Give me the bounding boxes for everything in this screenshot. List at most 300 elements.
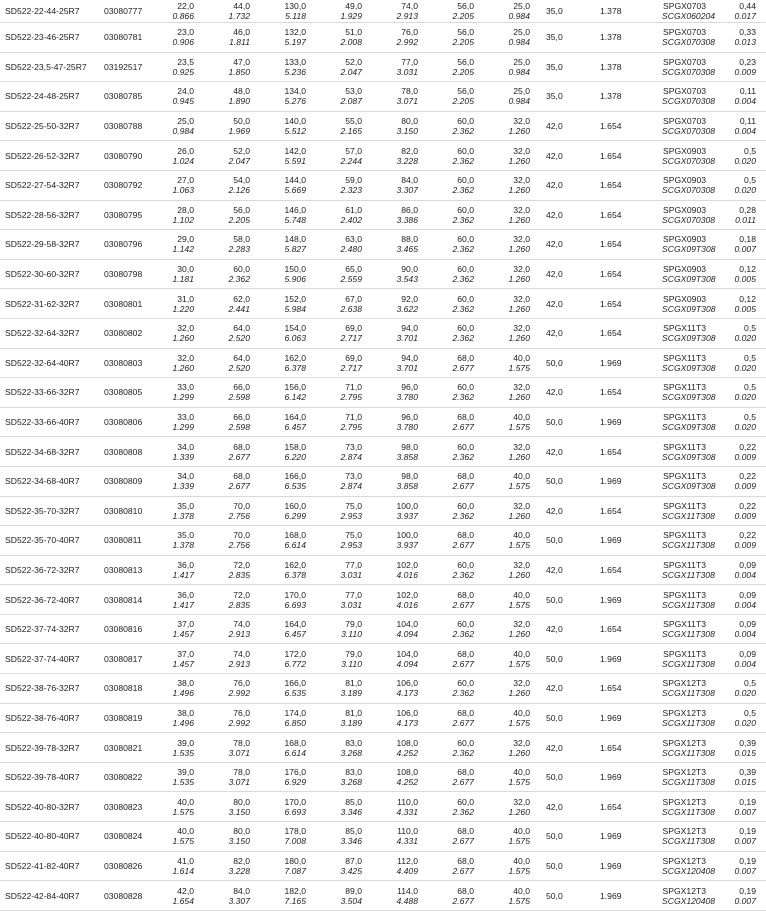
- inch-value: 2.913: [396, 11, 418, 21]
- metric-value: 168,0: [284, 737, 306, 748]
- insert-a-cell: 42,0: [540, 141, 594, 171]
- inch-value: 2.126: [228, 185, 250, 196]
- dimension-cell: [372, 555, 428, 585]
- metric-value: 180,0: [284, 855, 306, 866]
- metric-value: 0,19: [739, 826, 756, 837]
- metric-value: 133,0: [284, 56, 306, 67]
- dimension-cell: [156, 881, 204, 911]
- dimension-cell: [204, 437, 260, 467]
- metric-value: 172,0: [284, 648, 306, 659]
- dimension-cell: [204, 674, 260, 704]
- inch-value: SCGX060204: [662, 11, 716, 21]
- inch-value: 1.260: [508, 244, 530, 255]
- offset-cell: [716, 585, 766, 615]
- inch-value: SCGX11T308: [662, 540, 715, 551]
- table-row: [0, 378, 766, 408]
- order-number-cell: 03192517: [100, 52, 156, 82]
- inch-value: 6.693: [284, 599, 306, 610]
- insert-b-cell: 1.654: [594, 792, 662, 822]
- table-row: [0, 466, 766, 496]
- metric-value: 70,0: [233, 530, 250, 541]
- product-code-cell: SD522-34-68-40R7: [0, 466, 100, 496]
- metric-value: 75,0: [345, 530, 362, 541]
- inch-value: 2.756: [228, 540, 250, 551]
- metric-value: 32,0: [177, 352, 194, 363]
- metric-value: SPGX12T3: [662, 707, 706, 718]
- inch-value: 2.717: [340, 333, 362, 344]
- dimension-cell: [156, 318, 204, 348]
- table-row: [0, 555, 766, 585]
- product-code-cell: SD522-41-82-40R7: [0, 851, 100, 881]
- dimension-cell: [156, 526, 204, 556]
- inch-value: 2.283: [228, 244, 250, 255]
- product-code-cell: SD522-39-78-40R7: [0, 762, 100, 792]
- product-code-cell: SD522-28-56-32R7: [0, 200, 100, 230]
- dimension-cell: [428, 318, 484, 348]
- insert-a-cell: 42,0: [540, 437, 594, 467]
- inch-value: 4.094: [396, 658, 418, 669]
- metric-value: 39,0: [177, 737, 194, 748]
- metric-value: SPGX12T3: [662, 855, 706, 866]
- dimension-cell: [204, 230, 260, 260]
- insert-a-cell: 42,0: [540, 378, 594, 408]
- inch-value: 0.005: [734, 274, 756, 285]
- metric-value: 72,0: [233, 559, 250, 570]
- inch-value: 2.205: [452, 37, 474, 48]
- inch-value: 4.409: [396, 865, 418, 876]
- dimension-cell: [372, 792, 428, 822]
- metric-value: 29,0: [177, 234, 194, 245]
- order-number-cell: 03080802: [100, 318, 156, 348]
- offset-cell: [716, 52, 766, 82]
- inch-value: 3.268: [340, 747, 362, 758]
- metric-value: 77,0: [345, 559, 362, 570]
- inch-value: 1.575: [172, 836, 194, 847]
- inch-value: 1.299: [172, 422, 194, 433]
- insert-a-cell: 50,0: [540, 762, 594, 792]
- offset-cell: [716, 614, 766, 644]
- offset-cell: [716, 822, 766, 852]
- inch-value: 2.677: [452, 422, 474, 433]
- inch-value: 2.677: [452, 658, 474, 669]
- dimension-cell: [428, 851, 484, 881]
- inch-value: 2.874: [340, 481, 362, 492]
- insert-a-cell: 42,0: [540, 614, 594, 644]
- inch-value: 0.906: [172, 37, 194, 48]
- inch-value: 2.362: [452, 126, 474, 137]
- dimension-cell: [316, 674, 372, 704]
- product-code-cell: SD522-40-80-32R7: [0, 792, 100, 822]
- dimension-cell: [156, 230, 204, 260]
- inch-value: 1.535: [172, 747, 194, 758]
- table-row: [0, 733, 766, 763]
- dimension-cell: [316, 318, 372, 348]
- insert-b-cell: 1.654: [594, 378, 662, 408]
- metric-value: 110,0: [397, 826, 418, 837]
- metric-value: 60,0: [457, 619, 474, 630]
- metric-value: 50,0: [233, 116, 250, 127]
- dimension-cell: [156, 348, 204, 378]
- insert-a-cell: 50,0: [540, 585, 594, 615]
- dimension-cell: [156, 851, 204, 881]
- metric-value: 73,0: [345, 441, 362, 452]
- metric-value: SPGX11T3: [663, 382, 706, 393]
- product-code-cell: SD522-38-76-32R7: [0, 674, 100, 704]
- metric-value: 74,0: [233, 648, 250, 659]
- offset-cell: [662, 200, 716, 230]
- metric-value: 53,0: [345, 86, 362, 97]
- metric-value: 62,0: [233, 293, 250, 304]
- inch-value: SCGX11T308: [662, 599, 715, 610]
- metric-value: 38,0: [177, 707, 194, 718]
- dimension-cell: [204, 111, 260, 141]
- metric-value: 0,39: [739, 767, 756, 778]
- metric-value: 166,0: [284, 471, 306, 482]
- offset-cell: [662, 614, 716, 644]
- table-row: [0, 437, 766, 467]
- metric-value: 77,0: [345, 589, 362, 600]
- metric-value: 52,0: [233, 145, 250, 156]
- dimension-cell: [260, 733, 316, 763]
- metric-value: 60,0: [457, 234, 474, 245]
- dimension-cell: [372, 111, 428, 141]
- order-number-cell: 03080819: [100, 703, 156, 733]
- metric-value: 148,0: [284, 234, 306, 245]
- metric-value: 58,0: [233, 234, 250, 245]
- metric-value: 76,0: [233, 707, 250, 718]
- metric-value: 164,0: [284, 412, 306, 423]
- inch-value: 1.417: [172, 599, 194, 610]
- inch-value: 6.299: [284, 510, 306, 521]
- metric-value: 40,0: [513, 767, 530, 778]
- dimension-cell: [428, 348, 484, 378]
- dimension-cell: [316, 762, 372, 792]
- product-code-cell: SD522-33-66-40R7: [0, 407, 100, 437]
- metric-value: 152,0: [284, 293, 306, 304]
- metric-value: 65,0: [345, 264, 362, 275]
- inch-value: 0.017: [734, 11, 756, 21]
- dimension-cell: [316, 851, 372, 881]
- dimension-cell: [428, 407, 484, 437]
- dimension-cell: [372, 526, 428, 556]
- dimension-cell: [428, 289, 484, 319]
- offset-cell: [662, 0, 716, 23]
- inch-value: 1.260: [508, 629, 530, 640]
- inch-value: 6.614: [284, 747, 306, 758]
- metric-value: 25,0: [513, 86, 530, 97]
- dimension-cell: [204, 526, 260, 556]
- inch-value: 0.007: [734, 806, 756, 817]
- inch-value: SCGX09T308: [662, 333, 716, 344]
- metric-value: 0,44: [739, 1, 756, 11]
- order-number-cell: 03080790: [100, 141, 156, 171]
- dimension-cell: [316, 82, 372, 112]
- dimension-cell: [204, 289, 260, 319]
- inch-value: 0.009: [734, 481, 756, 492]
- offset-cell: [716, 170, 766, 200]
- dimension-cell: [156, 141, 204, 171]
- dimension-cell: [260, 555, 316, 585]
- dimension-cell: [204, 407, 260, 437]
- dimension-cell: [204, 614, 260, 644]
- dimension-cell: [156, 82, 204, 112]
- dimension-cell: [484, 111, 540, 141]
- metric-value: 46,0: [233, 27, 250, 38]
- dimension-cell: [372, 200, 428, 230]
- dimension-cell: [484, 230, 540, 260]
- inch-value: 2.047: [340, 66, 362, 77]
- order-number-cell: 03080824: [100, 822, 156, 852]
- dimension-cell: [260, 348, 316, 378]
- inch-value: 5.591: [284, 155, 306, 166]
- dimension-cell: [260, 170, 316, 200]
- inch-value: 6.142: [284, 392, 306, 403]
- metric-value: 44,0: [233, 1, 250, 11]
- dimension-cell: [372, 585, 428, 615]
- insert-a-cell: 42,0: [540, 496, 594, 526]
- metric-value: 40,0: [513, 855, 530, 866]
- metric-value: 40,0: [177, 796, 194, 807]
- inch-value: 3.858: [396, 451, 418, 462]
- inch-value: 4.488: [396, 895, 418, 906]
- dimension-cell: [260, 52, 316, 82]
- dimension-cell: [260, 230, 316, 260]
- inch-value: SCGX070308: [662, 66, 716, 77]
- inch-value: 3.780: [396, 422, 418, 433]
- dimension-cell: [316, 555, 372, 585]
- insert-b-cell: 1.654: [594, 614, 662, 644]
- metric-value: 32,0: [513, 204, 530, 215]
- metric-value: 82,0: [233, 855, 250, 866]
- inch-value: 1.142: [172, 244, 194, 255]
- dimension-cell: [372, 378, 428, 408]
- metric-value: 36,0: [177, 589, 194, 600]
- table-row: [0, 52, 766, 82]
- inch-value: 0.007: [734, 865, 756, 876]
- dimension-cell: [156, 259, 204, 289]
- table-row: [0, 792, 766, 822]
- offset-cell: [662, 792, 716, 822]
- inch-value: 2.441: [228, 303, 250, 314]
- metric-value: 142,0: [284, 145, 306, 156]
- dimension-cell: [204, 496, 260, 526]
- insert-b-cell: 1.654: [594, 170, 662, 200]
- inch-value: 6.535: [284, 481, 306, 492]
- inch-value: 2.953: [340, 540, 362, 551]
- metric-value: 32,0: [513, 145, 530, 156]
- metric-value: 162,0: [284, 559, 306, 570]
- insert-b-cell: 1.969: [594, 348, 662, 378]
- metric-value: 0,5: [744, 175, 756, 186]
- insert-a-cell: 35,0: [540, 52, 594, 82]
- insert-b-cell: 1.969: [594, 526, 662, 556]
- metric-value: 55,0: [345, 116, 362, 127]
- table-row: [0, 644, 766, 674]
- insert-b-cell: 1.969: [594, 407, 662, 437]
- metric-value: 0,5: [744, 412, 756, 423]
- metric-value: 68,0: [457, 707, 474, 718]
- inch-value: 2.756: [228, 510, 250, 521]
- dimension-cell: [260, 0, 316, 23]
- dimension-cell: [484, 585, 540, 615]
- metric-value: 182,0: [284, 885, 306, 896]
- offset-cell: [662, 585, 716, 615]
- metric-value: 31,0: [177, 293, 194, 304]
- inch-value: 1.260: [508, 185, 530, 196]
- metric-value: SPGX0903: [663, 145, 706, 156]
- dimension-cell: [204, 0, 260, 23]
- metric-value: 89,0: [345, 885, 362, 896]
- metric-value: 98,0: [401, 471, 418, 482]
- insert-a-cell: 42,0: [540, 230, 594, 260]
- metric-value: 26,0: [177, 145, 194, 156]
- inch-value: 2.598: [228, 422, 250, 433]
- dimension-cell: [204, 733, 260, 763]
- metric-value: 60,0: [457, 323, 474, 334]
- dimension-cell: [428, 822, 484, 852]
- offset-cell: [716, 762, 766, 792]
- dimension-cell: [156, 170, 204, 200]
- dimension-cell: [156, 585, 204, 615]
- dimension-cell: [156, 200, 204, 230]
- product-code-cell: SD522-29-58-32R7: [0, 230, 100, 260]
- dimension-cell: [372, 674, 428, 704]
- insert-b-cell: 1.654: [594, 289, 662, 319]
- table-row: [0, 407, 766, 437]
- dimension-cell: [204, 466, 260, 496]
- inch-value: 5.276: [284, 96, 306, 107]
- dimension-cell: [372, 170, 428, 200]
- dimension-cell: [260, 111, 316, 141]
- inch-value: 2.795: [340, 392, 362, 403]
- inch-value: 4.173: [396, 688, 418, 699]
- metric-value: 0,39: [739, 737, 756, 748]
- product-code-cell: SD522-39-78-32R7: [0, 733, 100, 763]
- metric-value: 68,0: [233, 441, 250, 452]
- inch-value: 1.575: [508, 422, 530, 433]
- inch-value: SCGX11T308: [662, 688, 715, 699]
- table-row: [0, 111, 766, 141]
- offset-cell: [716, 674, 766, 704]
- inch-value: 3.937: [396, 510, 418, 521]
- product-code-cell: SD522-40-80-40R7: [0, 822, 100, 852]
- inch-value: 6.457: [284, 629, 306, 640]
- inch-value: 4.331: [396, 806, 418, 817]
- inch-value: 1.260: [508, 214, 530, 225]
- inch-value: 7.087: [284, 865, 306, 876]
- table-row: [0, 881, 766, 911]
- metric-value: 69,0: [345, 323, 362, 334]
- metric-value: 178,0: [284, 826, 306, 837]
- inch-value: 2.362: [452, 244, 474, 255]
- dimension-cell: [428, 555, 484, 585]
- dimension-cell: [316, 289, 372, 319]
- inch-value: 2.913: [228, 658, 250, 669]
- dimension-cell: [484, 881, 540, 911]
- order-number-cell: 03080792: [100, 170, 156, 200]
- inch-value: 2.677: [452, 895, 474, 906]
- metric-value: 68,0: [457, 471, 474, 482]
- offset-cell: [662, 407, 716, 437]
- inch-value: SCGX11T308: [662, 777, 715, 788]
- dimension-cell: [484, 200, 540, 230]
- offset-cell: [716, 644, 766, 674]
- dimension-cell: [156, 23, 204, 53]
- dimension-cell: [372, 230, 428, 260]
- metric-value: SPGX0703: [663, 86, 706, 97]
- metric-value: 23,5: [177, 56, 194, 67]
- offset-cell: [662, 378, 716, 408]
- inch-value: 1.575: [508, 599, 530, 610]
- dimension-cell: [428, 733, 484, 763]
- metric-value: 68,0: [457, 530, 474, 541]
- dimension-cell: [156, 703, 204, 733]
- inch-value: 2.362: [452, 155, 474, 166]
- product-code-cell: SD522-38-76-40R7: [0, 703, 100, 733]
- inch-value: 1.417: [172, 569, 194, 580]
- metric-value: 37,0: [177, 619, 194, 630]
- inch-value: 5.512: [284, 126, 306, 137]
- metric-value: 40,0: [513, 707, 530, 718]
- offset-cell: [662, 674, 716, 704]
- inch-value: 3.031: [340, 569, 362, 580]
- metric-value: 94,0: [401, 352, 418, 363]
- offset-cell: [662, 466, 716, 496]
- product-code-cell: SD522-36-72-40R7: [0, 585, 100, 615]
- inch-value: 3.189: [340, 717, 362, 728]
- product-code-cell: SD522-37-74-40R7: [0, 644, 100, 674]
- metric-value: 146,0: [284, 204, 306, 215]
- metric-value: 132,0: [284, 27, 306, 38]
- metric-value: SPGX0903: [663, 204, 706, 215]
- inch-value: 1.260: [508, 510, 530, 521]
- insert-b-cell: 1.654: [594, 259, 662, 289]
- metric-value: 61,0: [345, 204, 362, 215]
- order-number-cell: 03080785: [100, 82, 156, 112]
- dimension-cell: [156, 407, 204, 437]
- product-code-cell: SD522-30-60-32R7: [0, 259, 100, 289]
- offset-cell: [716, 0, 766, 23]
- inch-value: SCGX11T308: [662, 569, 715, 580]
- inch-value: 0.945: [172, 96, 194, 107]
- inch-value: 6.850: [284, 717, 306, 728]
- dimension-cell: [316, 703, 372, 733]
- inch-value: SCGX09T308: [662, 244, 716, 255]
- inch-value: 5.906: [284, 274, 306, 285]
- inch-value: 0.020: [734, 333, 756, 344]
- metric-value: 68,0: [457, 855, 474, 866]
- metric-value: 38,0: [177, 678, 194, 689]
- dimension-cell: [204, 762, 260, 792]
- inch-value: 4.016: [396, 599, 418, 610]
- dimension-cell: [484, 851, 540, 881]
- inch-value: 5.748: [284, 214, 306, 225]
- dimension-cell: [428, 466, 484, 496]
- dimension-cell: [428, 23, 484, 53]
- inch-value: 3.031: [340, 599, 362, 610]
- metric-value: 32,0: [513, 796, 530, 807]
- inch-value: 1.220: [172, 303, 194, 314]
- inch-value: 1.339: [172, 481, 194, 492]
- inch-value: SCGX070308: [662, 155, 716, 166]
- inch-value: 1.496: [172, 717, 194, 728]
- metric-value: SPGX11T3: [663, 530, 706, 541]
- order-number-cell: 03080813: [100, 555, 156, 585]
- metric-value: 40,0: [513, 471, 530, 482]
- inch-value: 6.378: [284, 362, 306, 373]
- metric-value: 0,18: [739, 234, 756, 245]
- inch-value: 6.693: [284, 806, 306, 817]
